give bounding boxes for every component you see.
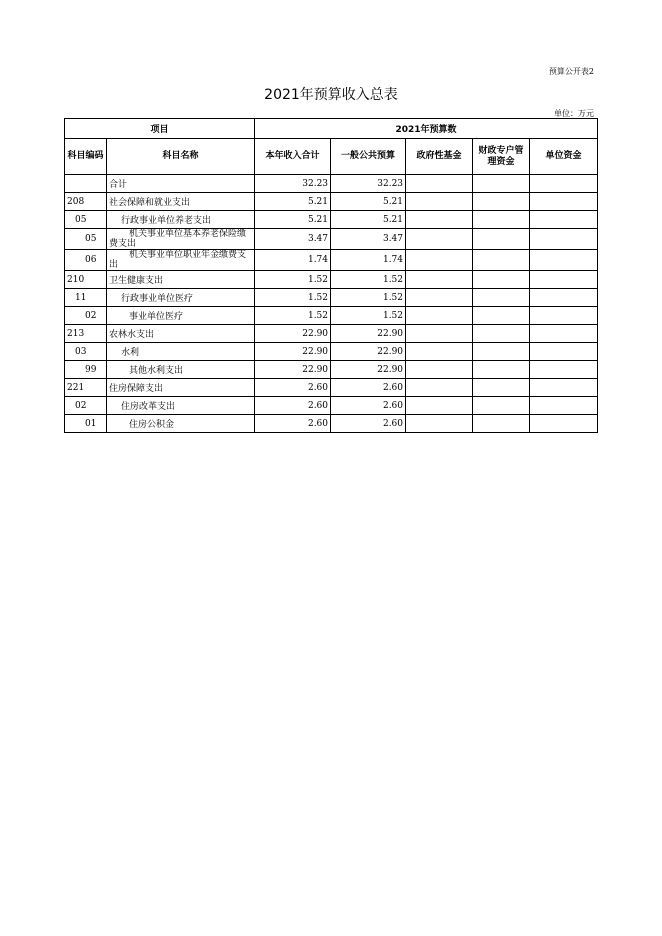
- gov-fund-cell: [406, 379, 473, 397]
- code-cell: 213: [65, 325, 107, 343]
- gov-fund-cell: [406, 229, 473, 250]
- general-cell: 5.21: [331, 193, 406, 211]
- special-cell: [473, 397, 530, 415]
- total-cell: 22.90: [255, 361, 331, 379]
- header-code: 科目编码: [65, 139, 107, 175]
- total-cell: 2.60: [255, 379, 331, 397]
- unit-fund-cell: [530, 343, 598, 361]
- general-cell: 1.52: [331, 307, 406, 325]
- code-cell: 03: [65, 343, 107, 361]
- unit-fund-cell: [530, 379, 598, 397]
- general-cell: 2.60: [331, 397, 406, 415]
- unit-fund-cell: [530, 250, 598, 271]
- name-cell: 社会保障和就业支出: [107, 193, 255, 211]
- gov-fund-cell: [406, 415, 473, 433]
- code-cell: 11: [65, 289, 107, 307]
- special-cell: [473, 175, 530, 193]
- general-cell: 22.90: [331, 361, 406, 379]
- code-cell: 99: [65, 361, 107, 379]
- special-cell: [473, 307, 530, 325]
- code-cell: 06: [65, 250, 107, 271]
- name-cell: 农林水支出: [107, 325, 255, 343]
- special-cell: [473, 229, 530, 250]
- table-row: [65, 325, 598, 343]
- general-cell: 22.90: [331, 325, 406, 343]
- table-row: [65, 271, 598, 289]
- name-cell: 机关事业单位基本养老保险缴费支出: [107, 229, 255, 250]
- special-cell: [473, 379, 530, 397]
- total-cell: 1.52: [255, 271, 331, 289]
- gov-fund-cell: [406, 271, 473, 289]
- general-cell: 1.52: [331, 289, 406, 307]
- name-cell: 住房公积金: [107, 415, 255, 433]
- header-gov-fund: 政府性基金: [406, 139, 473, 175]
- budget-income-table: [64, 118, 598, 433]
- total-cell: 32.23: [255, 175, 331, 193]
- unit-fund-cell: [530, 307, 598, 325]
- special-cell: [473, 289, 530, 307]
- total-cell: 2.60: [255, 415, 331, 433]
- general-cell: 2.60: [331, 379, 406, 397]
- unit-fund-cell: [530, 325, 598, 343]
- gov-fund-cell: [406, 343, 473, 361]
- total-cell: 1.52: [255, 307, 331, 325]
- code-cell: 05: [65, 211, 107, 229]
- unit-fund-cell: [530, 361, 598, 379]
- special-cell: [473, 211, 530, 229]
- name-cell: 机关事业单位职业年金缴费支出: [107, 250, 255, 271]
- name-cell: 水利: [107, 343, 255, 361]
- code-cell: 208: [65, 193, 107, 211]
- total-cell: 22.90: [255, 343, 331, 361]
- unit-fund-cell: [530, 289, 598, 307]
- total-cell: 5.21: [255, 211, 331, 229]
- unit-fund-cell: [530, 211, 598, 229]
- table-row: [65, 379, 598, 397]
- unit-fund-cell: [530, 397, 598, 415]
- form-tag: 预算公开表2: [548, 67, 594, 76]
- name-cell: 住房保障支出: [107, 379, 255, 397]
- name-cell: 合计: [107, 175, 255, 193]
- special-cell: [473, 415, 530, 433]
- table-row: [65, 415, 598, 433]
- special-cell: [473, 361, 530, 379]
- name-cell: 行政事业单位养老支出: [107, 211, 255, 229]
- total-cell: 1.52: [255, 289, 331, 307]
- name-cell: 行政事业单位医疗: [107, 289, 255, 307]
- code-cell: 01: [65, 415, 107, 433]
- table-row: [65, 361, 598, 379]
- gov-fund-cell: [406, 193, 473, 211]
- code-cell: 02: [65, 307, 107, 325]
- total-cell: 22.90: [255, 325, 331, 343]
- table-row: [65, 397, 598, 415]
- special-cell: [473, 193, 530, 211]
- header-item: 项目: [65, 119, 255, 139]
- unit-fund-cell: [530, 193, 598, 211]
- table-row: [65, 193, 598, 211]
- special-cell: [473, 271, 530, 289]
- general-cell: 22.90: [331, 343, 406, 361]
- general-cell: 3.47: [331, 229, 406, 250]
- gov-fund-cell: [406, 307, 473, 325]
- special-cell: [473, 343, 530, 361]
- unit-fund-cell: [530, 229, 598, 250]
- total-cell: 5.21: [255, 193, 331, 211]
- table-row: [65, 307, 598, 325]
- name-cell: 其他水利支出: [107, 361, 255, 379]
- unit-fund-cell: [530, 175, 598, 193]
- general-cell: 1.52: [331, 271, 406, 289]
- code-cell: 210: [65, 271, 107, 289]
- table-row: [65, 229, 598, 250]
- header-special: 财政专户管理资金: [473, 139, 530, 175]
- general-cell: 5.21: [331, 211, 406, 229]
- gov-fund-cell: [406, 211, 473, 229]
- total-cell: 3.47: [255, 229, 331, 250]
- header-unit-fund: 单位资金: [530, 139, 598, 175]
- header-general: 一般公共预算: [331, 139, 406, 175]
- code-cell: 05: [65, 229, 107, 250]
- gov-fund-cell: [406, 361, 473, 379]
- table-row: [65, 250, 598, 271]
- name-cell: 住房改革支出: [107, 397, 255, 415]
- page-title: 2021年预算收入总表: [264, 87, 398, 103]
- total-cell: 2.60: [255, 397, 331, 415]
- special-cell: [473, 250, 530, 271]
- unit-fund-cell: [530, 415, 598, 433]
- name-cell: 事业单位医疗: [107, 307, 255, 325]
- special-cell: [473, 325, 530, 343]
- table-row: [65, 289, 598, 307]
- table-row: [65, 175, 598, 193]
- gov-fund-cell: [406, 397, 473, 415]
- gov-fund-cell: [406, 289, 473, 307]
- table-row: [65, 343, 598, 361]
- code-cell: [65, 175, 107, 193]
- total-cell: 1.74: [255, 250, 331, 271]
- header-total: 本年收入合计: [255, 139, 331, 175]
- unit-label: 单位：万元: [554, 109, 594, 118]
- general-cell: 32.23: [331, 175, 406, 193]
- code-cell: 02: [65, 397, 107, 415]
- code-cell: 221: [65, 379, 107, 397]
- unit-fund-cell: [530, 271, 598, 289]
- gov-fund-cell: [406, 250, 473, 271]
- table-body: [65, 175, 598, 433]
- table-row: [65, 211, 598, 229]
- gov-fund-cell: [406, 175, 473, 193]
- header-budget-group: 2021年预算数: [255, 119, 598, 139]
- name-cell: 卫生健康支出: [107, 271, 255, 289]
- general-cell: 2.60: [331, 415, 406, 433]
- header-name: 科目名称: [107, 139, 255, 175]
- gov-fund-cell: [406, 325, 473, 343]
- general-cell: 1.74: [331, 250, 406, 271]
